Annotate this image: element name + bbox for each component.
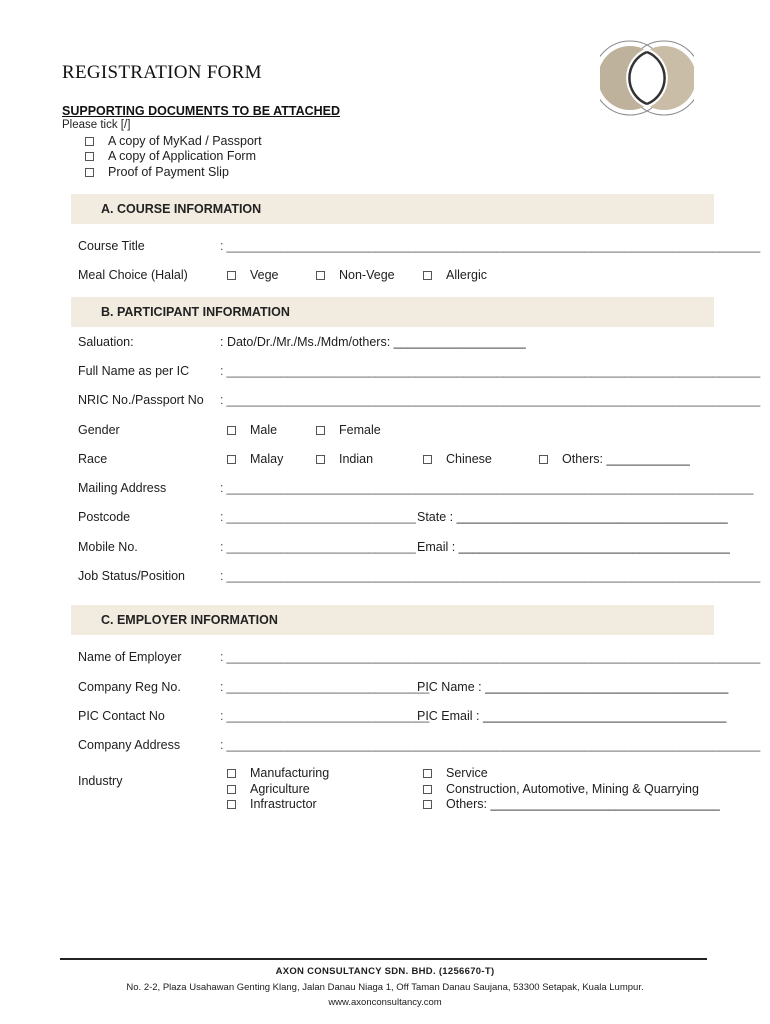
employer-name-field[interactable]: : _______________________________________________________________________________	[220, 650, 760, 664]
checkbox-male[interactable]	[227, 426, 236, 435]
checkbox-allergic[interactable]	[423, 271, 432, 280]
gender-option-male: Male	[250, 423, 278, 437]
checkbox-vege[interactable]	[227, 271, 236, 280]
industry-label: Industry	[78, 774, 123, 788]
tick-instruction: Please tick [/]	[62, 119, 131, 131]
doc-item-mykad: A copy of MyKad / Passport	[108, 134, 262, 148]
doc-item-payment-slip: Proof of Payment Slip	[108, 165, 229, 179]
gender-label: Gender	[78, 423, 120, 437]
mailing-address-label: Mailing Address	[78, 481, 167, 495]
postcode-field[interactable]: : ____________________________	[220, 510, 416, 524]
postcode-label: Postcode	[78, 510, 131, 524]
footer-divider	[60, 958, 707, 960]
course-title-label: Course Title	[78, 239, 145, 253]
checkbox-race-others[interactable]	[539, 455, 548, 464]
section-a-band	[71, 194, 714, 224]
pic-contact-label: PIC Contact No	[78, 709, 165, 723]
section-b-heading: B. PARTICIPANT INFORMATION	[101, 305, 290, 319]
page-title: REGISTRATION FORM	[62, 62, 262, 83]
mobile-label: Mobile No.	[78, 540, 138, 554]
race-option-malay: Malay	[250, 452, 284, 466]
race-label: Race	[78, 452, 108, 466]
job-status-field[interactable]: : _______________________________________________________________________________	[220, 569, 760, 583]
section-a-heading: A. COURSE INFORMATION	[101, 202, 262, 216]
nric-field[interactable]: : _______________________________________________________________________________	[220, 393, 760, 407]
race-option-indian: Indian	[339, 452, 374, 466]
company-reg-label: Company Reg No.	[78, 680, 181, 694]
section-b-band	[71, 297, 714, 327]
salutation-field[interactable]: : Dato/Dr./Mr./Ms./Mdm/others: ___________________	[220, 335, 526, 349]
section-c-band	[71, 605, 714, 635]
pic-contact-field[interactable]: : ______________________________	[220, 709, 430, 723]
checkbox-agriculture[interactable]	[227, 785, 236, 794]
checkbox-indian[interactable]	[316, 455, 325, 464]
checkbox-female[interactable]	[316, 426, 325, 435]
pic-name-field[interactable]: PIC Name : ___________________________________	[417, 680, 729, 694]
checkbox-application-form[interactable]	[85, 152, 94, 161]
company-address-field[interactable]: : _______________________________________________________________________________	[220, 738, 760, 752]
mobile-field[interactable]: : ____________________________	[220, 540, 416, 554]
company-reg-field[interactable]: : ______________________________	[220, 680, 430, 694]
nric-label: NRIC No./Passport No	[78, 393, 204, 407]
checkbox-malay[interactable]	[227, 455, 236, 464]
checkbox-payment-slip[interactable]	[85, 168, 94, 177]
industry-option-others[interactable]: Others: _________________________________	[446, 797, 720, 811]
checkbox-non-vege[interactable]	[316, 271, 325, 280]
pic-email-field[interactable]: PIC Email : ___________________________________	[417, 709, 727, 723]
meal-option-allergic: Allergic	[446, 268, 487, 282]
checkbox-construction[interactable]	[423, 785, 432, 794]
checkbox-service[interactable]	[423, 769, 432, 778]
course-title-field[interactable]: : _______________________________________________________________________________	[220, 239, 760, 253]
gender-option-female: Female	[339, 423, 381, 437]
supporting-docs-heading: SUPPORTING DOCUMENTS TO BE ATTACHED	[62, 104, 341, 118]
industry-option-service: Service	[446, 766, 488, 780]
industry-option-infrastructor: Infrastructor	[250, 797, 317, 811]
employer-name-label: Name of Employer	[78, 650, 182, 664]
circles-logo-icon	[600, 38, 694, 118]
full-name-label: Full Name as per IC	[78, 364, 190, 378]
race-option-chinese: Chinese	[446, 452, 492, 466]
company-address-label: Company Address	[78, 738, 181, 752]
checkbox-mykad[interactable]	[85, 137, 94, 146]
doc-item-application-form: A copy of Application Form	[108, 149, 256, 163]
industry-option-manufacturing: Manufacturing	[250, 766, 330, 780]
checkbox-manufacturing[interactable]	[227, 769, 236, 778]
full-name-field[interactable]: : _______________________________________________________________________________	[220, 364, 760, 378]
checkbox-chinese[interactable]	[423, 455, 432, 464]
race-option-others[interactable]: Others: ____________	[562, 452, 690, 466]
footer-website[interactable]: www.axonconsultancy.com	[328, 997, 442, 1008]
checkbox-industry-others[interactable]	[423, 800, 432, 809]
section-c-heading: C. EMPLOYER INFORMATION	[101, 613, 278, 627]
email-field[interactable]: Email : _______________________________________	[417, 540, 730, 554]
checkbox-infrastructor[interactable]	[227, 800, 236, 809]
industry-option-construction: Construction, Automotive, Mining & Quarrying	[446, 782, 699, 796]
meal-option-non-vege: Non-Vege	[339, 268, 395, 282]
salutation-label: Saluation:	[78, 335, 134, 349]
industry-option-agriculture: Agriculture	[250, 782, 310, 796]
mailing-address-field[interactable]: : ______________________________________________________________________________	[220, 481, 754, 495]
meal-option-vege: Vege	[250, 268, 279, 282]
job-status-label: Job Status/Position	[78, 569, 186, 583]
meal-choice-label: Meal Choice (Halal)	[78, 268, 188, 282]
footer-company: AXON CONSULTANCY SDN. BHD. (1256670-T)	[275, 966, 495, 977]
state-field[interactable]: State : _______________________________________	[417, 510, 728, 524]
footer-address: No. 2-2, Plaza Usahawan Genting Klang, Jalan Danau Niaga 1, Off Taman Danau Saujana, 53300 Setapak, Kuala Lumpur.	[126, 982, 644, 993]
